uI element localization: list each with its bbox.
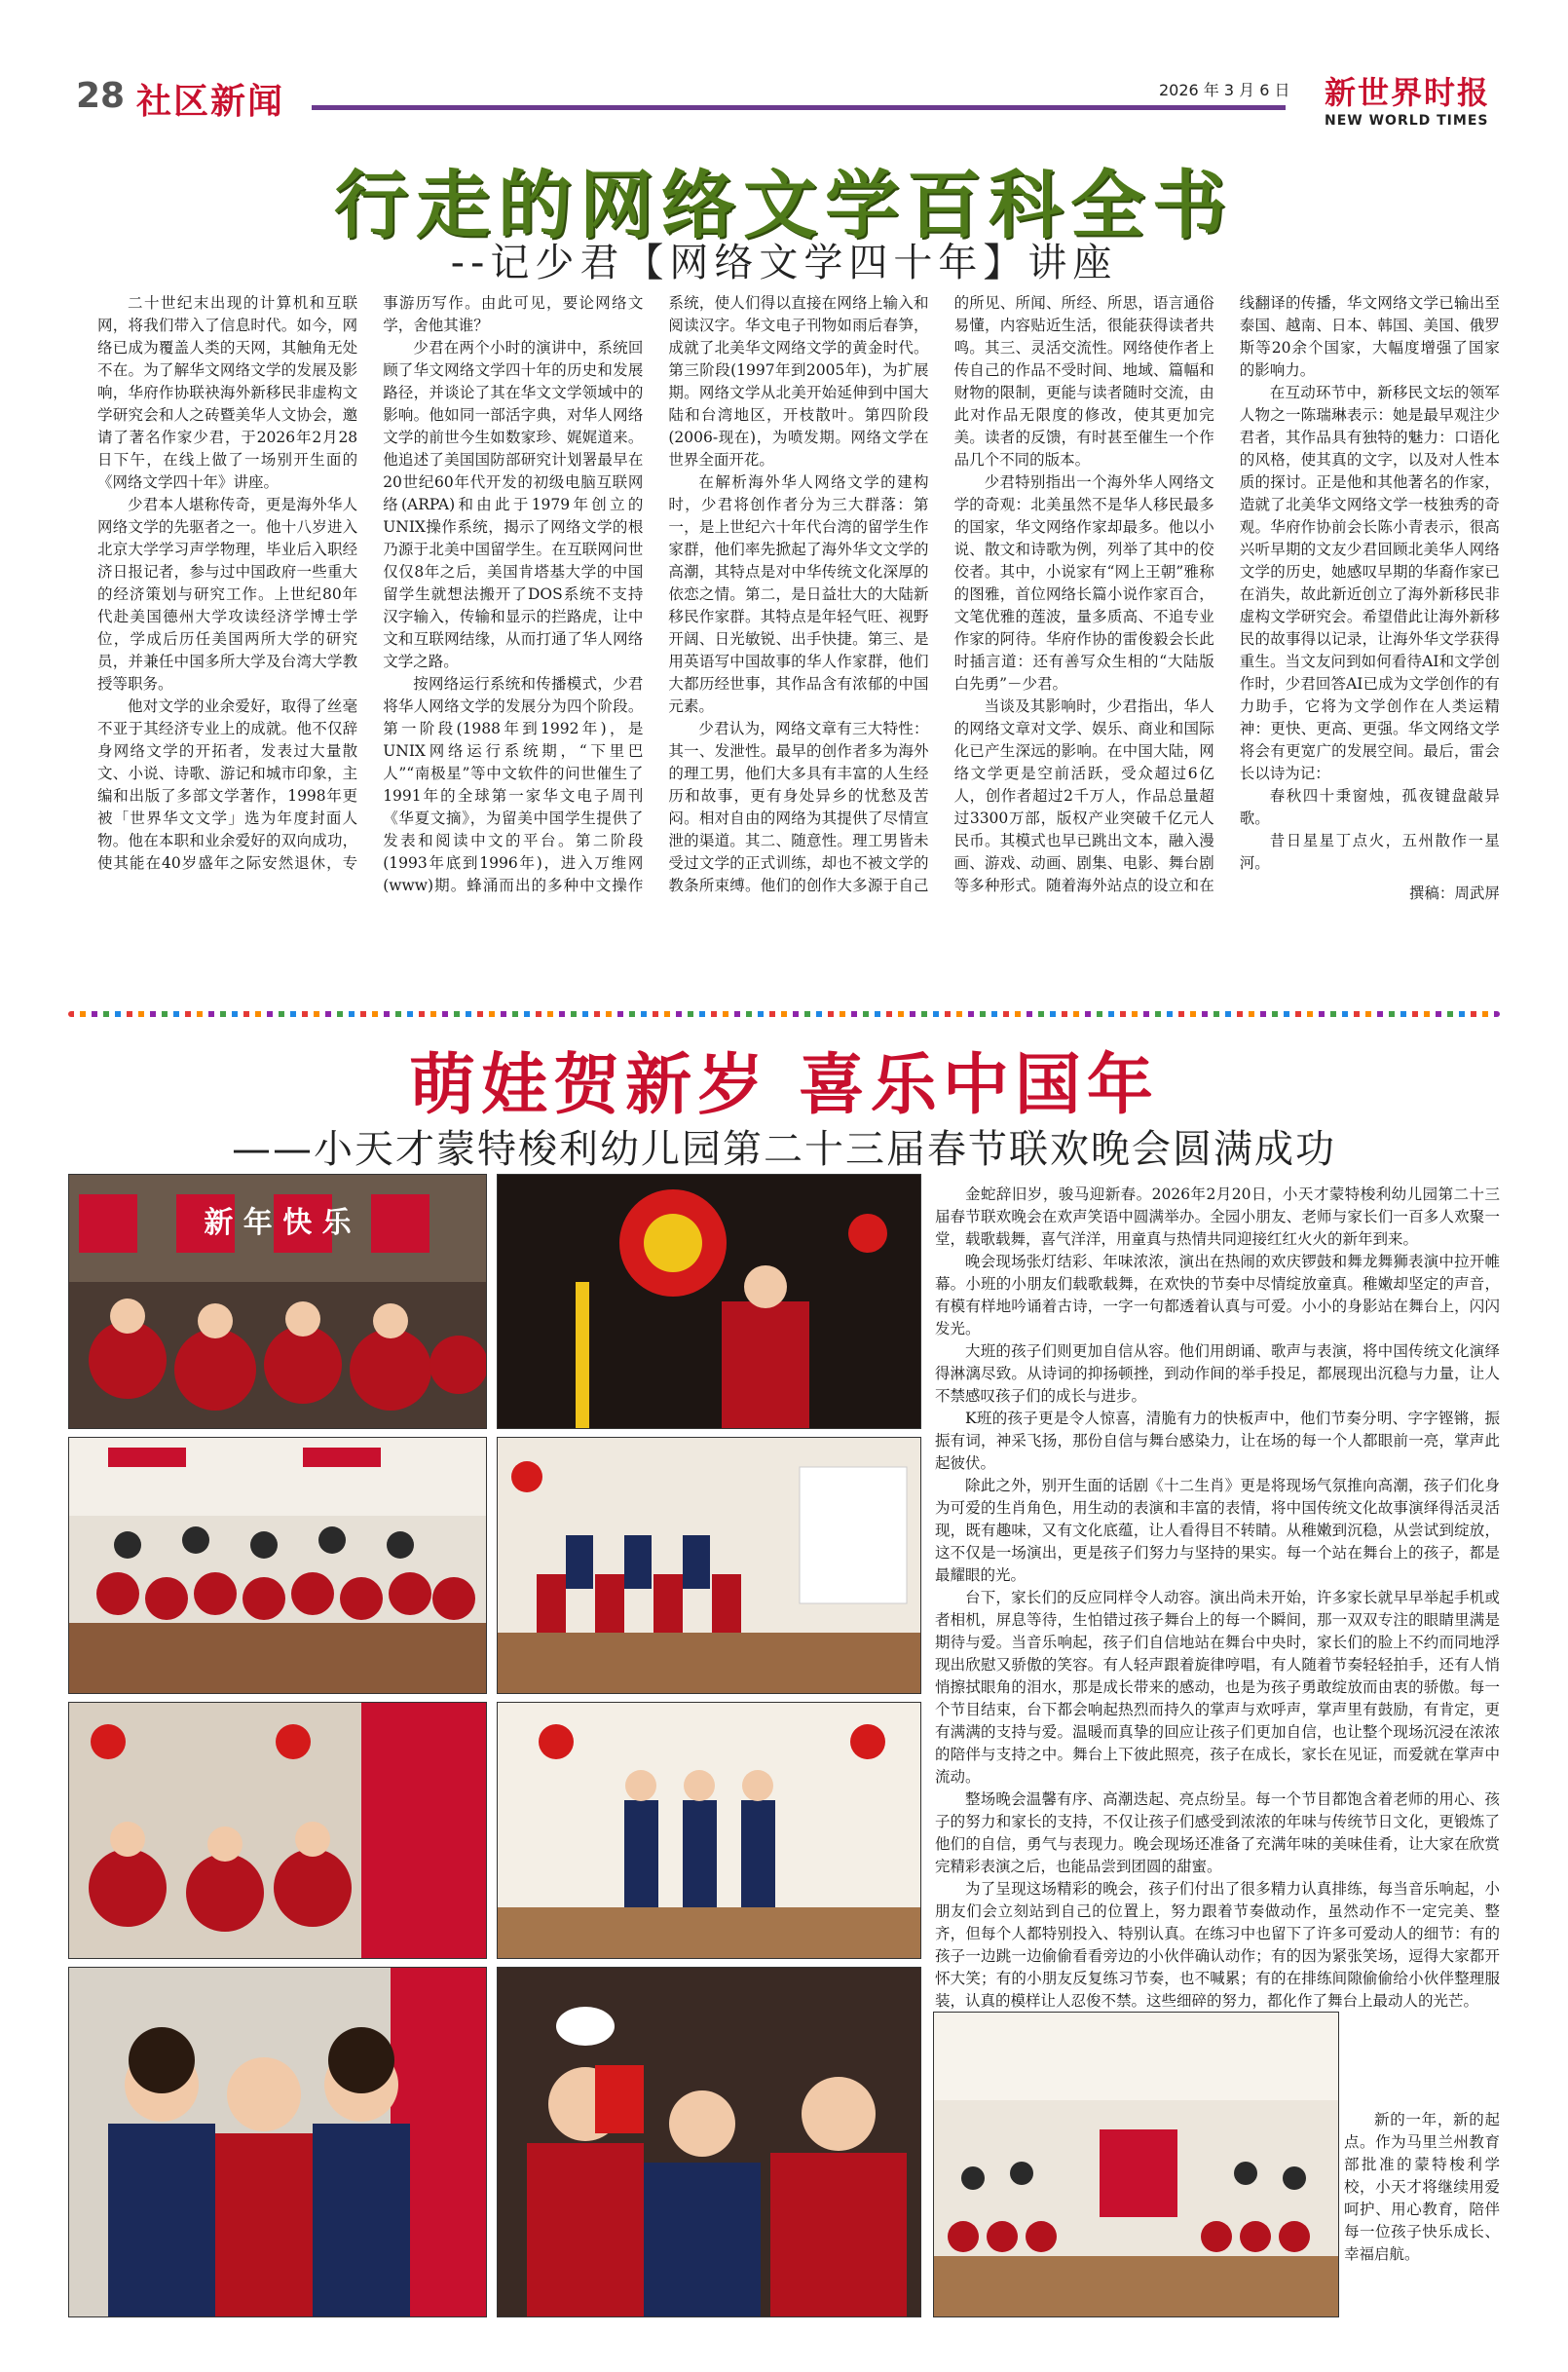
photo-full-venue [933, 2012, 1339, 2317]
article1-paragraph: 他对文学的业余爱好，取得了丝毫不亚于其经济专业上的成就。他不仅辞身网络文学的开拓者，发表过大量散文、小说、诗歌、游记和城市印象，主编和出版了多部文学著作，1998年更被「世界华文文学」选为年度封面人物。他在本职和业余爱好的双向成功，使其能在40岁盛年之际安然退休，专事游历写作。由此可见，要论网络文学，舍他其谁？ [97, 294, 644, 872]
photo-red-scarves [68, 1702, 487, 1959]
photo-lion-dance [497, 1174, 921, 1429]
paper-name: 新世界时报 [1325, 74, 1491, 111]
article2-closing-paragraph: 新的一年，新的起点。作为马里兰州教育部批准的蒙特梭利学校，小天才将继续用爱呵护、用心教育，陪伴每一位孩子快乐成长、幸福启航。 [1344, 2111, 1500, 2263]
article2-body [935, 1184, 1500, 2013]
issue-date: 2026 年 3 月 6 日 [1159, 81, 1290, 99]
article2-subtitle: ——小天才蒙特梭利幼儿园第二十三届春节联欢晚会圆满成功 [232, 1127, 1336, 1172]
article1-body [97, 292, 1500, 1003]
poem-line: 春秋四十秉窗烛，孤夜键盘敲异歌。 [1239, 787, 1500, 827]
article2-paragraph: 金蛇辞旧岁，骏马迎新春。2026年2月20日，小天才蒙特梭利幼儿园第二十三届春节联欢晚会在欢声笑语中圆满举办。全园小朋友、老师与家长们一百多人欢聚一堂，载歌载舞，喜气洋洋，用童真与热情共同迎接红红火火的新年到来。 [935, 1186, 1500, 1248]
article2-paragraph: 大班的孩子们则更加自信从容。他们用朗诵、歌声与表演，将中国传统文化演绎得淋漓尽致。从诗词的抑扬顿挫，到动作间的举手投足，都展现出沉稳与力量，让人不禁感叹孩子们的成长与进步。 [935, 1342, 1500, 1405]
article1-paragraph: 少君特别指出一个海外华人网络文学的奇观：北美虽然不是华人移民最多的国家，华文网络作家却最多。他以小说、散文和诗歌为例，列举了其中的佼佼者。其中，小说家有“网上王朝”雅称的图雅，首位网络长篇小说作家百合，文笔优雅的莲波，量多质高、不追专业作家的阿待。华府作协的雷俊毅会长此时插言道：还有善写众生相的“大陆版白先勇”－少君。 [953, 473, 1214, 693]
photo-kids-banner [68, 1174, 487, 1429]
article1-paragraph: 少君认为，网络文章有三大特性：其一、发泄性。最早的创作者多为海外的理工男，他们大多具有丰富的人生经历和故事，更有身处异乡的忧愁及苦闷。相对自由的网络为其提供了尽情宣泄的渠道。其二、随意性。理工男皆未受过文学的正式训练，却也不被文学的教条所束缚。他们的创作大多源于自己的所见、所闻、所经、所思，语言通俗易懂，内容贴近生活，很能获得读者共鸣。其三、灵活交流性。网络使作者上传自己的作品不受时间、地域、篇幅和财物的限制，更能与读者随时交流，由此对作品无限度的修改，使其更加完美。读者的反馈，有时甚至催生一个作品几个不同的版本。 [668, 294, 1214, 894]
article1-paragraph: 二十世纪末出现的计算机和互联网，将我们带入了信息时代。如今，网络已成为覆盖人类的天网，其触角无处不在。为了解华文网络文学的发展及影响，华府作协联袂海外新移民非虚构文学研究会和人之砖暨美华人文协会，邀请了著名作家少君，于2026年2月28日下午，在线上做了一场别开生面的《网络文学四十年》讲座。 [97, 294, 358, 491]
photo-children-closeup [68, 1967, 487, 2317]
article1-paragraph: 当谈及其影响时，少君指出，华人的网络文章对文学、娱乐、商业和国际化已产生深远的影响。在中国大陆，网络文学更是空前活跃，受众超过6亿人，创作者超过2千万人，作品总量超过3300万部，版权产业突破千亿元人民币。其模式也早已跳出文本，融入漫画、游戏、动画、剧集、电影、舞台剧等多种形式。随着海外站点的设立和在线翻译的传播，华文网络文学已输出至泰国、越南、日本、韩国、美国、俄罗斯等20余个国家，大幅度增强了国家的影响力。 [953, 294, 1500, 894]
photo-performance-1 [497, 1437, 921, 1694]
article2-closing [1344, 2109, 1500, 2266]
poem-line: 昔日星星丁点火，五州散作一星河。 [1239, 832, 1500, 872]
photo-performance-2 [497, 1702, 921, 1959]
article1-subtitle: --记少君【网络文学四十年】讲座 [450, 241, 1118, 285]
photo-caption: 新 年 快 乐 [204, 1206, 352, 1240]
article2-paragraph: 为了呈现这场精彩的晚会，孩子们付出了很多精力认真排练，每当音乐响起，小朋友们会立刻站到自己的位置上，努力跟着节奏做动作，虽然动作不一定完美、整齐，但每个人都特别投入、特别认真。在练习中也留下了许多可爱动人的细节：有的孩子一边跳一边偷偷看看旁边的小伙伴确认动作；有的因为紧张笑场，逗得大家都开怀大笑；有的小朋友反复练习节奏，也不喊累；有的在排练间隙偷偷给小伙伴整理服装，认真的模样让人忍俊不禁。这些细碎的努力，都化作了舞台上最动人的光芒。 [935, 1880, 1500, 2010]
photo-group [68, 1437, 487, 1694]
article2-paragraph: 晚会现场张灯结彩、年味浓浓，演出在热闹的欢庆锣鼓和舞龙舞狮表演中拉开帷幕。小班的小朋友们载歌载舞，在欢快的节奏中尽情绽放童真。稚嫩却坚定的声音，有模有样地吟诵着古诗，一字一句都透着认真与可爱。小小的身影站在舞台上，闪闪发光。 [935, 1253, 1500, 1337]
article2-paragraph: 台下，家长们的反应同样令人动容。演出尚未开始，许多家长就早早举起手机或者相机，屏息等待，生怕错过孩子舞台上的每一个瞬间，那一双双专注的眼睛里满是期待与爱。当音乐响起，孩子们自信地站在舞台中央时，家长们的脸上不约而同地浮现出欣慰又骄傲的笑容。有人轻声跟着旋律哼唱，有人随着节奏轻轻拍手，还有人悄悄擦拭眼角的泪水，那是成长带来的感动，也是为孩子勇敢绽放而由衷的骄傲。每一个节目结束，台下都会响起热烈而持久的掌声与欢呼声，掌声里有鼓励，有肯定，更有满满的支持与爱。温暖而真挚的回应让孩子们更加自信，也让整个现场沉浸在浓浓的陪伴与支持之中。舞台上下彼此照亮，孩子在成长，家长在见证，而爱就在掌声中流动。 [935, 1589, 1500, 1786]
article2-paragraph: 整场晚会温馨有序、高潮迭起、亮点纷呈。每一个节目都饱含着老师的用心、孩子的努力和家长的支持，不仅让孩子们感受到浓浓的年味与传统节日文化，更锻炼了他们的自信，勇气与表现力。晚会现场还准备了充满年味的美味佳肴，让大家在欣赏完精彩表演之后，也能品尝到团圆的甜蜜。 [935, 1790, 1500, 1875]
article2-title: 萌娃贺新岁 喜乐中国年 [409, 1046, 1159, 1124]
page-header [58, 62, 1519, 131]
section-name: 社区新闻 [136, 82, 285, 122]
article1-paragraph: 在互动环节中，新移民文坛的领军人物之一陈瑞琳表示：她是最早观注少君者，其作品具有独特的魅力：口语化的风格，使其真的文字，以及对人性本质的探讨。正是他和其他著名的作家，造就了北美华文网络文学一枝独秀的奇观。华府作协前会长陈小青表示，很高兴听早期的文友少君回顾北美华人网络文学的历史，她感叹早期的华裔作家已在消失，故此新近创立了海外新移民非虚构文学研究会。希望借此让海外新移民的故事得以记录，让海外华文学获得重生。当文友问到如何看待AI和文学创作时，少君回答AI已成为文学创作的有力助手，它将为文学创作在人类运精神：更快、更高、更强。华文网络文学将会有更宽广的发展空间。最后，雷会长以诗为记： [1239, 384, 1500, 782]
article1-paragraph: 少君在两个小时的演讲中，系统回顾了华文网络文学四十年的历史和发展路径，并谈论了其在华文文学领域中的影响。他如同一部活字典，对华人网络文学的前世今生如数家珍、娓娓道来。他追述了美国国防部研究计划署最早在20世纪60年代开发的初级电脑互联网络(ARPA)和由此于1979年创立的UNIX操作系统，揭示了网络文学的根乃源于北美中国留学生。在互联网问世仅仅8年之后，美国肯塔基大学的中国留学生就想法搬开了DOS系统不支持汉字输入，传输和显示的拦路虎，让中文和互联网结缘，从而打通了华人网络文学之路。 [383, 339, 644, 670]
header-rule [312, 105, 1286, 110]
article1-title: 行走的网络文学百科全书 [334, 162, 1234, 248]
section-divider [68, 1011, 1500, 1017]
article1-paragraph: 按网络运行系统和传播模式，少君将华人网络文学的发展分为四个阶段。第一阶段(1988年到1992年)，是UNIX网络运行系统期，“下里巴人”“南极星”等中文软件的问世催生了1991年的全球第一家华文电子周刊《华夏文摘》，为留美中国学生提供了发表和阅读中文的平台。第二阶段(1993年底到1996年)，进入万维网(www)期。蜂涌而出的多种中文操作系统，使人们得以直接在网络上输入和阅读汉字。华文电子刊物如雨后春笋，成就了北美华文网络文学的黄金时代。第三阶段(1997年到2005年)，为扩展期。网络文学从北美开始延伸到中国大陆和台湾地区，开枝散叶。第四阶段(2006-现在)，为喷发期。网络文学在世界全面开花。 [383, 294, 929, 894]
article2-paragraph: K班的孩子更是令人惊喜，清脆有力的快板声中，他们节奏分明、字字铿锵，振振有词，神采飞扬，那份自信与舞台感染力，让在场的每一个人都眼前一亮，掌声此起彼伏。 [935, 1410, 1500, 1472]
byline: 撰稿：周武屏 [1408, 885, 1500, 902]
photo-red-envelope [497, 1967, 921, 2317]
article1-paragraph: 在解析海外华人网络文学的建构时，少君将创作者分为三大群落：第一，是上世纪六十年代台湾的留学生作家群，他们率先掀起了海外华文文学的高潮，其特点是对中华传统文化深厚的依恋之情。第二，是日益壮大的大陆新移民作家群。其特点是年轻气旺、视野开阔、日光敏锐、出手快捷。第三、是用英语写中国故事的华人作家群，他们大都历经世事，其作品含有浓郁的中国元素。 [668, 473, 929, 715]
page-number: 28 [76, 76, 126, 116]
article2-paragraph: 除此之外，别开生面的话剧《十二生肖》更是将现场气氛推向高潮，孩子们化身为可爱的生肖角色，用生动的表演和丰富的表情，将中国传统文化故事演绎得活灵活现，既有趣味，又有文化底蕴，让人看得目不转睛。从稚嫩到沉稳，从尝试到绽放，这不仅是一场演出，更是孩子们努力与坚持的果实。每一个站在舞台上的孩子，都是最耀眼的光。 [935, 1477, 1500, 1584]
article1-paragraph: 少君本人堪称传奇，更是海外华人网络文学的先驱者之一。他十八岁进入北京大学学习声学物理，毕业后入职经济日报记者，参与过中国政府一些重大的经济策划与研究工作。上世纪80年代赴美国德州大学攻读经济学博士学位，学成后历任美国两所大学的研究员，并兼任中国多所大学及台湾大学教授等职务。 [97, 496, 358, 693]
paper-name-en: NEW WORLD TIMES [1325, 113, 1489, 129]
